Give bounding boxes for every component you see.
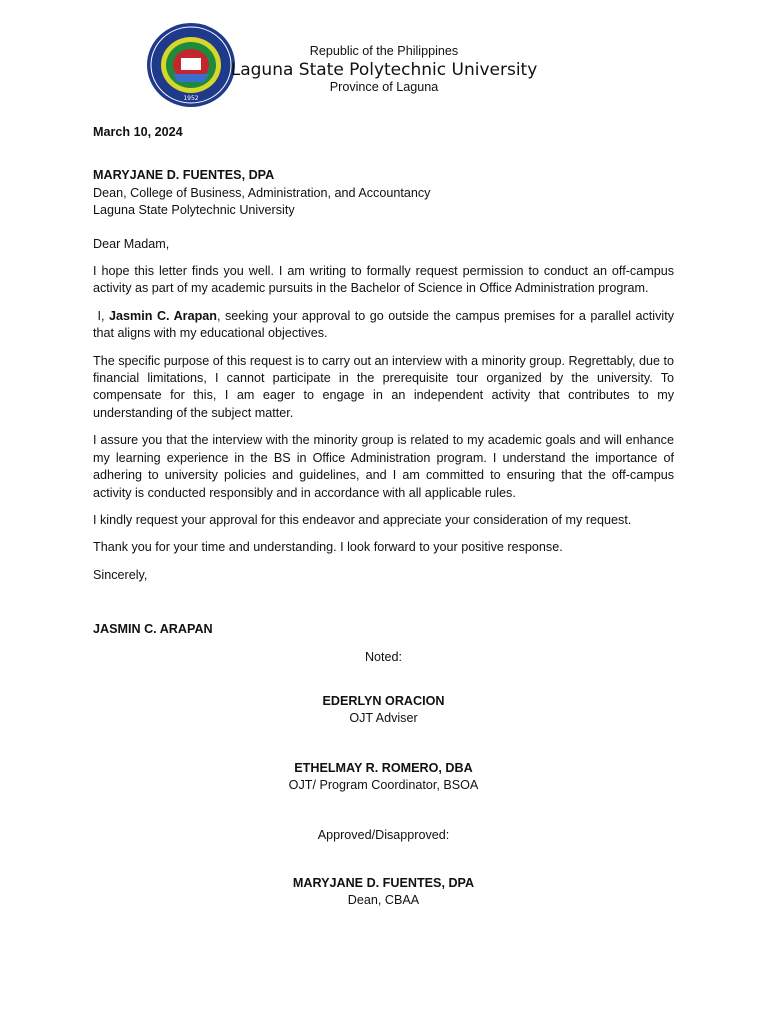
recipient-line-2: Laguna State Polytechnic University xyxy=(93,203,295,218)
approver-name: MARYJANE D. FUENTES, DPA xyxy=(292,875,475,890)
paragraph-5: I kindly request your approval for this endeavor and appreciate your consideration of my request. xyxy=(93,512,632,527)
closing: Sincerely, xyxy=(93,567,148,582)
paragraph-2-suffix: , seeking your approval to go outside the campus premises for a parallel activity that aligns with my educational objectives. xyxy=(93,308,674,341)
paragraph-6: Thank you for your time and understanding. I look forward to your positive response. xyxy=(93,540,563,555)
paragraph-2-name: Jasmin C. Arapan xyxy=(109,308,217,323)
signatory-title: OJT/ Program Coordinator, BSOA xyxy=(288,778,479,793)
header-province: Province of Laguna xyxy=(329,80,439,94)
header-republic: Republic of the Philippines xyxy=(309,44,459,58)
recipient-name: MARYJANE D. FUENTES, DPA xyxy=(93,168,275,183)
signatory-name: EDERLYN ORACION xyxy=(322,693,445,708)
seal-year: 1952 xyxy=(183,95,199,102)
signatory-title: OJT Adviser xyxy=(349,711,418,726)
header-university-name: Laguna State Polytechnic University xyxy=(230,60,538,80)
noted-label: Noted: xyxy=(364,649,403,664)
paragraph-2-prefix: I, xyxy=(93,308,110,323)
sender-name: JASMIN C. ARAPAN xyxy=(93,622,213,637)
paragraph-3: The specific purpose of this request is to carry out an interview with a minority group. Regrettably, due to financial limitations, I cannot participate in the prerequisite tour organized by the university. To compensate for this, I am eager to engage in an independent activity that contributes to my understanding of the subject matter. xyxy=(93,353,674,420)
paragraph-2 xyxy=(93,308,674,343)
paragraph-4: I assure you that the interview with the minority group is related to my academic goals and will enhance my learning experience in the BS in Office Administration program. I understand the importance of adhering to university policies and guidelines, and I am committed to ensuring that the off-campus activity is conducted responsibly and in accordance with all applicable rules. xyxy=(93,433,674,500)
recipient-block xyxy=(93,167,674,219)
approver-title: Dean, CBAA xyxy=(347,893,420,908)
salutation: Dear Madam, xyxy=(93,236,170,251)
approval-label: Approved/Disapproved: xyxy=(317,827,450,842)
letter-date: March 10, 2024 xyxy=(93,125,183,139)
paragraph-1: I hope this letter finds you well. I am writing to formally request permission to conduct an off-campus activity as part of my academic pursuits in the Bachelor of Science in Office Administration program. xyxy=(93,264,674,296)
signatory-name: ETHELMAY R. ROMERO, DBA xyxy=(294,760,473,775)
recipient-line-1: Dean, College of Business, Administration, and Accountancy xyxy=(93,185,431,200)
letter-body xyxy=(93,124,674,910)
